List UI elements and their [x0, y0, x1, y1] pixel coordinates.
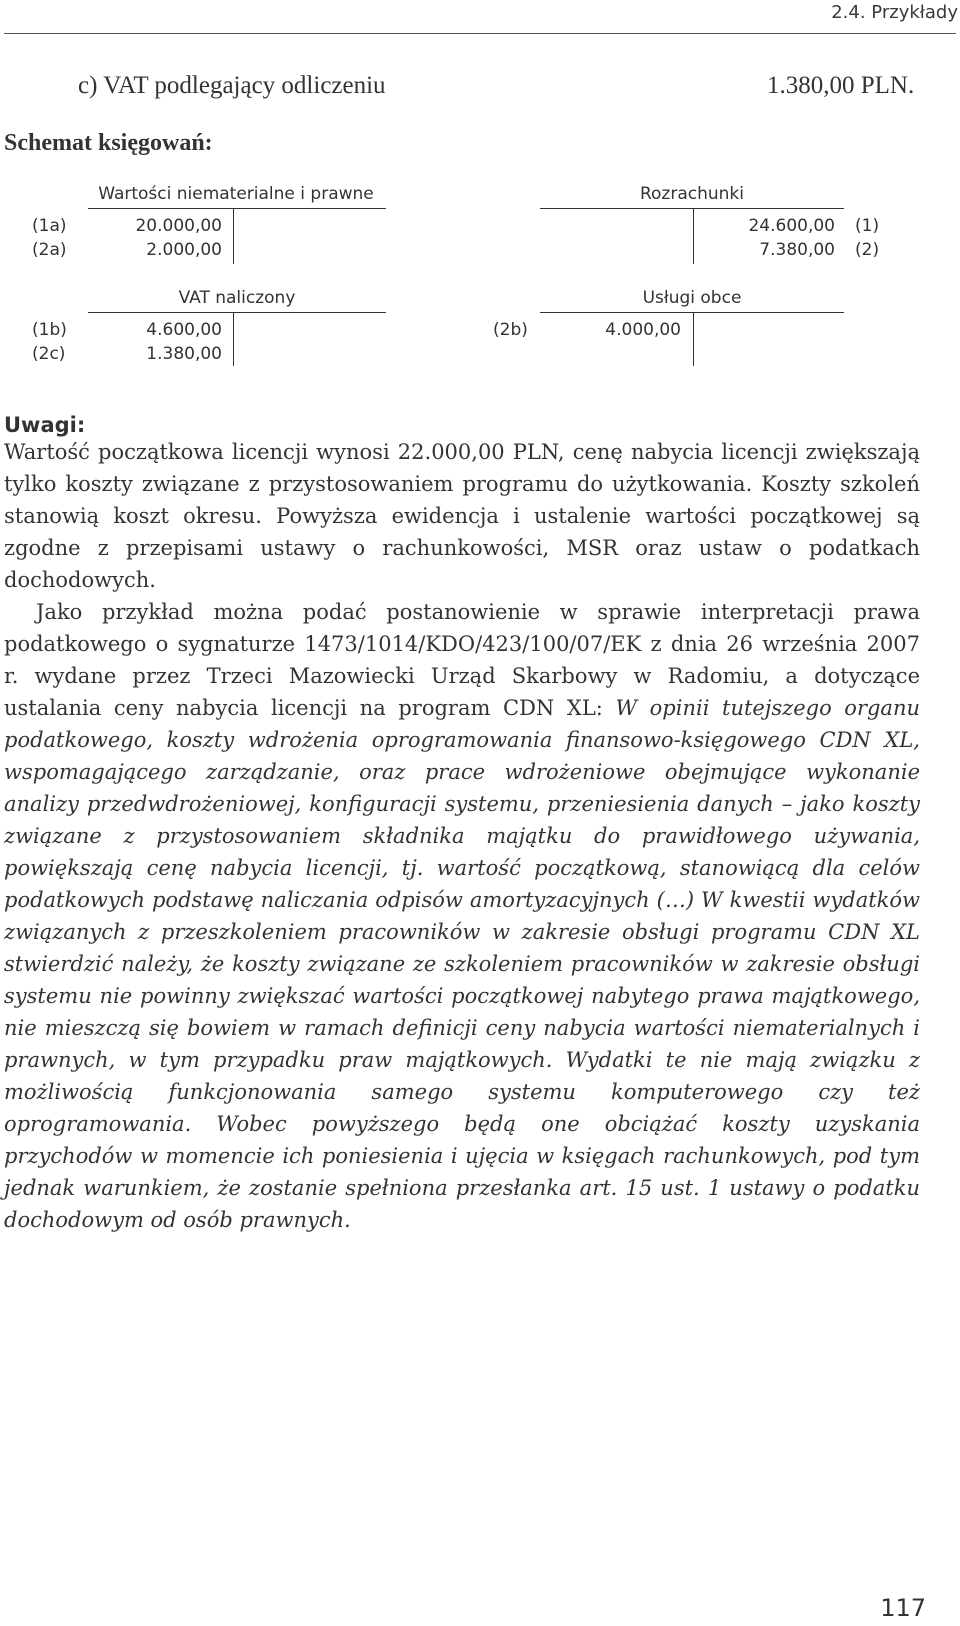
entry-value: 1.380,00	[146, 344, 222, 364]
quote-intro: Jako przykład można podać postanowienie w sprawie interpretacji prawa podatkowego o sygnaturze 1473/1014/KDO/423/100/07/EK z dnia 26 września 2007 r. wydane przez Trzeci Mazowiecki Urząd Skarbowy w Radomiu, a dotyczące ustalania ceny nabycia licencji na program CDN XL:	[4, 600, 920, 720]
t-account-rule	[540, 312, 844, 313]
entry-label: (2b)	[493, 320, 528, 340]
entry-label: (2)	[855, 240, 880, 260]
vat-deductible-label: c) VAT podlegający odliczeniu	[78, 72, 386, 99]
page-number: 117	[880, 1594, 926, 1622]
t-account-title: Usługi obce	[642, 288, 742, 308]
t-account-title: VAT naliczony	[178, 288, 296, 308]
entry-value: 20.000,00	[135, 216, 222, 236]
entry-label: (1)	[855, 216, 880, 236]
entry-value: 2.000,00	[146, 240, 222, 260]
t-account-divider	[233, 208, 234, 264]
entry-label: (1b)	[32, 320, 67, 340]
note-paragraph: Wartość początkowa licencji wynosi 22.000,00 PLN, cenę nabycia licencji zwiększają tylko koszty związane z przystosowaniem programu do użytkowania. Koszty szkoleń stanowią koszt okresu. Powyższa ewidencja i ustalenie wartości początkowej są zgodne z przepisami ustawy o rachunkowości, MSR oraz ustaw o podatkach dochodowych.	[4, 440, 920, 592]
t-account-rule	[540, 208, 844, 209]
entry-value: 4.000,00	[605, 320, 681, 340]
entry-value: 4.600,00	[146, 320, 222, 340]
schemat-title: Schemat księgowań:	[4, 130, 213, 156]
vat-deductible-amount: 1.380,00 PLN.	[767, 72, 915, 99]
running-header: 2.4. Przykłady	[831, 2, 958, 23]
t-account-divider	[233, 312, 234, 366]
entry-label: (2c)	[32, 344, 66, 364]
quote-paragraph	[4, 596, 920, 1236]
entry-label: (2a)	[32, 240, 67, 260]
entry-value: 7.380,00	[759, 240, 835, 260]
entry-value: 24.600,00	[748, 216, 835, 236]
uwagi-heading: Uwagi:	[4, 413, 86, 437]
quote-text: W opinii tutejszego organu podatkowego, koszty wdrożenia oprogramowania finansowo-księgowego CDN XL, wspomagającego zarządzanie, oraz prace wdrożeniowe obejmujące wykonanie analizy przedwdrożeniowej, konfiguracji systemu, przeniesienia danych – jako koszty związane z przystosowaniem składnika majątku do prawidłowego używania, powiększają cenę nabycia licencji, tj. wartość początkową, stanowiącą dla celów podatkowych podstawę naliczania odpisów amortyzacyjnych (…) W kwestii wydatków związanych z przeszkoleniem pracowników w zakresie obsługi programu CDN XL stwierdzić należy, że koszty związane ze szkoleniem pracowników w zakresie obsługi systemu nie powinny zwiększać wartości początkowej nabytego prawa majątkowego, nie mieszczą się bowiem w ramach definicji ceny nabycia wartości niematerialnych i prawnych, w tym przypadku praw majątkowych. Wydatki te nie mają związku z możliwością funkcjonowania samego systemu komputerowego czy też oprogramowania. Wobec powyższego będą one obciążać koszty uzyskania przychodów w momencie ich poniesienia i ujęcia w księgach rachunkowych, pod tym jednak warunkiem, że zostanie spełniona przesłanka art. 15 ust. 1 ustawy o podatku dochodowym od osób prawnych.	[4, 696, 921, 1232]
header-rule	[4, 33, 956, 34]
t-account-divider	[693, 208, 694, 264]
t-account-divider	[693, 312, 694, 366]
t-account-rule	[88, 312, 386, 313]
t-account-title: Wartości niematerialne i prawne	[98, 184, 374, 204]
entry-label: (1a)	[32, 216, 67, 236]
t-account-title: Rozrachunki	[639, 184, 745, 204]
t-account-rule	[88, 208, 386, 209]
